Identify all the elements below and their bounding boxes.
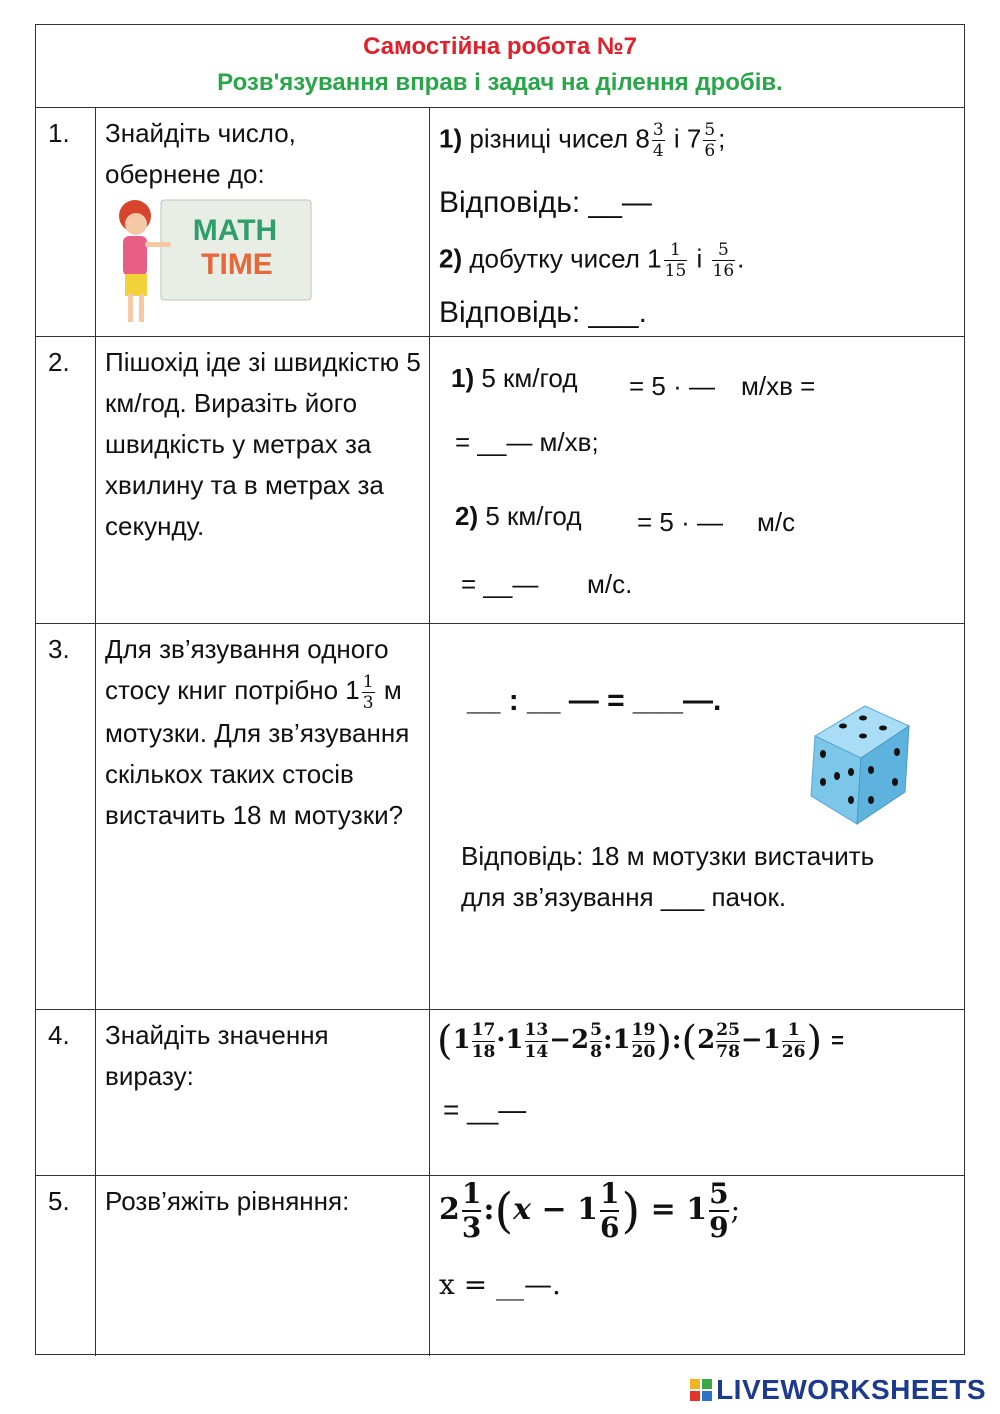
svg-text:TIME: TIME [201, 248, 273, 281]
worksheet-title: Самостійна робота №7 [363, 33, 637, 60]
task2-part2-eq[interactable]: = 5 · — [637, 507, 723, 537]
task-question: Пішохід іде зі швидкістю 5 км/год. Виразіть його швидкість у метрах за хвилину та в метрах за секунду. [105, 347, 421, 541]
task4-expression: (1 $\frac{17}{18}$ ·1 $\frac{13}{14}$ −2 $\frac{5}{8}$ :1 $\frac{19}{20}$ ):(2 $\frac{25}{78}$ −1 $\frac{1}{26}$ ) = [437, 1018, 844, 1064]
worksheet-subtitle: Розв'язування вправ і задач на ділення дробів. [217, 69, 783, 96]
task1-answer1[interactable]: Відповідь: __— [439, 186, 652, 219]
task-question: Для зв’язування одного стосу книг потрібно 1 $\frac{1}{3}$ м мотузки. Для зв’язування скількох таких стосів вистачить 18 м мотузки? [105, 634, 410, 830]
task-number: 1. [48, 118, 70, 148]
task-row-5 [36, 1176, 964, 1356]
task-number: 2. [48, 347, 70, 377]
task-number: 3. [48, 634, 70, 664]
task2-part2-unit: м/с [757, 507, 796, 537]
task2-part2-result[interactable]: = __— [461, 569, 539, 599]
task-number: 5. [48, 1186, 70, 1216]
task2-part2-result-unit: м/с. [587, 569, 633, 599]
task5-result[interactable]: x = __—. [439, 1268, 561, 1301]
task-row-1 [36, 108, 964, 337]
task-row-4 [36, 1010, 964, 1176]
task2-part2: 2) 5 км/год [455, 501, 582, 531]
task2-part1-unit: м/хв = [741, 371, 816, 401]
task4-result[interactable]: = __— [443, 1094, 527, 1125]
task-question: Знайдіть число, обернене до: [105, 118, 296, 189]
math-time-image [105, 194, 317, 334]
task-row-2 [36, 337, 964, 624]
math-time-label: MATH [192, 214, 278, 247]
task-question: Розв’яжіть рівняння: [105, 1186, 350, 1216]
liveworksheets-logo[interactable]: LIVEWORKSHEETS [690, 1374, 986, 1406]
task2-part1-result[interactable]: = __— м/хв; [455, 427, 599, 457]
task5-equation: 2 $\frac{1}{3}$ :(x − 1 $\frac{1}{6}$ ) = 1 $\frac{5}{9}$ ; [439, 1177, 741, 1244]
task1-answer2[interactable]: Відповідь: ___. [439, 296, 647, 329]
task1-part2: 2) добутку чисел 1 $\frac{1}{15}$ і $\frac{5}{16}$ . [439, 240, 745, 281]
logo-icon [690, 1379, 712, 1401]
task-row-3 [36, 624, 964, 1010]
task-number: 4. [48, 1020, 70, 1050]
worksheet [35, 24, 965, 1355]
worksheet-header [36, 25, 964, 108]
task2-part1: 1) 5 км/год [451, 363, 578, 393]
task-question: Знайдіть значення виразу: [105, 1020, 329, 1091]
dice-image [805, 696, 915, 828]
task3-expression[interactable]: __ : __ — = ___—. [467, 684, 722, 717]
task1-part1: 1) різниці чисел 8 $\frac{3}{4}$ і 7 $\frac{5}{6}$ ; [439, 120, 726, 161]
task3-answer[interactable]: Відповідь: 18 м мотузки вистачить для зв’язування ___ пачок. [461, 841, 875, 912]
task2-part1-eq[interactable]: = 5 · — [629, 371, 715, 401]
